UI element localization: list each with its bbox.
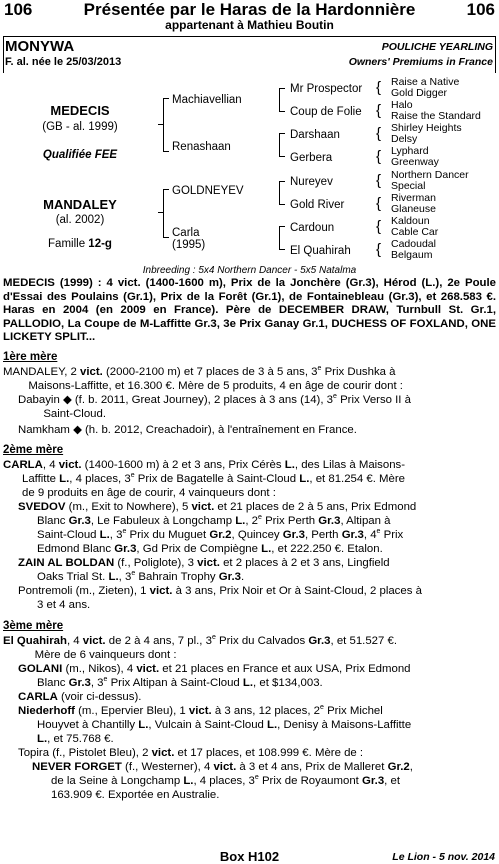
section-second-dam: 2ème mère <box>3 444 64 456</box>
g4-northern-dancer: Northern Dancer <box>391 169 469 181</box>
produce-carla: CARLA (voir ci-dessus). <box>18 691 142 703</box>
g3-darshaan: Darshaan <box>290 129 340 141</box>
produce-never-forget: NEVER FORGET (f., Westerner), 4 vict. à 3 et 4 ans, Prix de Malleret Gr.2, de la Seine à Longchamp L., 4 places, 3e Prix de Royaumont Gr.3, et 163.909 €. Exportée en Australie. <box>32 761 413 801</box>
produce-zain-al-boldan: ZAIN AL BOLDAN (f., Poliglote), 3 vict. et 2 places à 2 et 3 ans, Lingfield Oaks Trial St. L., 3e Bahrain Trophy Gr.3. <box>18 557 390 583</box>
g2-renashaan: Renashaan <box>172 141 231 153</box>
g3-coup-de-folie: Coup de Folie <box>290 106 362 118</box>
sire-name: MEDECIS <box>50 103 110 118</box>
g3-cardoun: Cardoun <box>290 222 335 234</box>
produce-namkham: Namkham ◆ (h. b. 2012, Creachadoir), à l'entraînement en France. <box>18 424 357 436</box>
g4-riverman: Riverman <box>391 192 436 204</box>
horse-name: MONYWA <box>5 38 75 55</box>
g2-goldneyev: GOLDNEYEV <box>172 185 244 197</box>
g4-raise-a-native: Raise a Native <box>391 76 460 88</box>
g2-carla: Carla <box>172 227 200 239</box>
section-third-dam: 3ème mère <box>3 620 64 632</box>
box-number: Box H102 <box>219 849 280 864</box>
g4-belgaum: Belgaum <box>391 249 433 261</box>
g4-halo: Halo <box>391 99 413 111</box>
horse-type: POULICHE YEARLING <box>381 41 493 53</box>
g4-gold-digger: Gold Digger <box>391 87 448 99</box>
g4-lyphard: Lyphard <box>391 145 429 157</box>
g4-delsy: Delsy <box>391 133 418 145</box>
owners-premiums: Owners' Premiums in France <box>348 56 493 68</box>
consignor-title: Présentée par le Haras de la Hardonnière <box>83 0 416 19</box>
g3-mr-prospector: Mr Prospector <box>290 83 363 95</box>
sire-qualification: Qualifiée FEE <box>42 149 118 161</box>
sire-info: (GB - al. 1999) <box>42 121 118 133</box>
el-quahirah-record: El Quahirah, 4 vict. de 2 à 4 ans, 7 pl., 3e Prix du Calvados Gr.3, et 51.527 €. Mère de 6 vainqueurs dont : <box>3 634 397 661</box>
g4-cable-car: Cable Car <box>391 226 439 238</box>
g4-kaldoun: Kaldoun <box>391 215 430 227</box>
g3-nureyev: Nureyev <box>290 176 333 188</box>
produce-pontremoli: Pontremoli (m., Zieten), 1 vict. à 3 ans, Prix Noir et Or à Saint-Cloud, 2 places à 3 et 4 ans. <box>18 585 422 611</box>
dam-info: (al. 2002) <box>55 214 105 226</box>
g2-carla-year: (1995) <box>172 239 206 251</box>
g4-special: Special <box>391 180 426 192</box>
sale-date: Le Lion - 5 nov. 2014 <box>392 851 495 863</box>
dam-name: MANDALEY <box>43 197 117 212</box>
produce-niederhoff: Niederhoff (m., Epervier Bleu), 1 vict. à 3 ans, 12 places, 2e Prix Michel Houyvet à Chantilly L., Vulcain à Saint-Cloud L., Denisy à Maisons-Laffitte L., et 75.768 €. <box>18 704 412 745</box>
g4-shirley-heights: Shirley Heights <box>391 122 462 134</box>
produce-topira: Topira (f., Pistolet Bleu), 2 vict. et 17 places, et 108.999 €. Mère de : <box>18 747 364 759</box>
section-first-dam: 1ère mère <box>3 351 58 363</box>
dam-record: MANDALEY, 2 vict. (2000-2100 m) et 7 places de 3 à 5 ans, 3e Prix Dushka à Maisons-Laffitte, et 16.300 €. Mère de 5 produits, 4 en âge de courir dont : <box>3 365 403 392</box>
g4-glaneuse: Glaneuse <box>391 203 436 215</box>
g4-greenway: Greenway <box>391 156 439 168</box>
carla-record: CARLA, 4 vict. (1400-1600 m) à 2 et 3 ans, Prix Cérès L., des Lilas à Maisons- Laffitte L., 4 places, 3e Prix de Bagatelle à Saint-Cloud L., et 81.254 €. Mère de 9 produits en âge de courir, 4 vainqueurs dont : <box>3 459 406 499</box>
bracket-dam <box>163 189 169 238</box>
lot-number-right: 106 <box>466 0 495 19</box>
produce-golani: GOLANI (m., Nikos), 4 vict. et 21 places en France et aux USA, Prix Edmond Blanc Gr.3, 3e Prix Altipan à Saint-Cloud L., et $134,003. <box>18 663 411 689</box>
g2-machiavellian: Machiavellian <box>172 94 242 106</box>
page-header <box>4 0 495 20</box>
produce-svedov: SVEDOV (m., Exit to Nowhere), 5 vict. et 21 places de 2 à 5 ans, Prix Edmond Blanc Gr.3, Le Fabuleux à Longchamp L., 2e Prix Perth Gr.3, Altipan à Saint-Cloud L., 3e Prix du Muguet Gr.2, Quincey Gr.3, Perth Gr.3, 4e Prix Edmond Blanc Gr.3, Gd Prix de Compiègne L., et 222.250 €. Etalon. <box>18 501 417 555</box>
g3-gerbera: Gerbera <box>290 152 333 164</box>
g4-cadoudal: Cadoudal <box>391 238 436 250</box>
g3-el-quahirah: El Quahirah <box>290 245 351 257</box>
sire-record: MEDECIS (1999) : 4 vict. (1400-1600 m), Prix de la Jonchère (Gr.3), Hérod (L.), 2e Poule d'Essai des Poulains (Gr.1), Prix de la Forêt (Gr.1), de Fontainebleau (Gr.3), et 268.583 €. Haras en 2004 (en 2009 en France). Père de DECEMBER DRAW, Turnbull St. Gr.1, PALLODIO, La Coupe de M-Laffitte Gr.3, 3e Prix Ganay Gr.1, DUCHESS OF FOXLAND, ONE LICKETY SPLIT... <box>3 277 496 343</box>
produce-dabayin: Dabayin ◆ (f. b. 2011, Great Journey), 2 places à 3 ans (14), 3e Prix Verso II à Saint-Cloud. <box>18 393 411 420</box>
bracket-sire <box>163 98 169 152</box>
owner-line: appartenant à Mathieu Boutin <box>165 18 334 32</box>
g4-raise-the-standard: Raise the Standard <box>391 110 481 122</box>
lot-number-left: 106 <box>4 0 33 19</box>
horse-birth: F. al. née le 25/03/2013 <box>5 56 122 68</box>
g3-gold-river: Gold River <box>290 199 345 211</box>
inbreeding-note: Inbreeding : 5x4 Northern Dancer - 5x5 Natalma <box>142 265 357 276</box>
dam-family: Famille 12-g <box>48 238 112 250</box>
